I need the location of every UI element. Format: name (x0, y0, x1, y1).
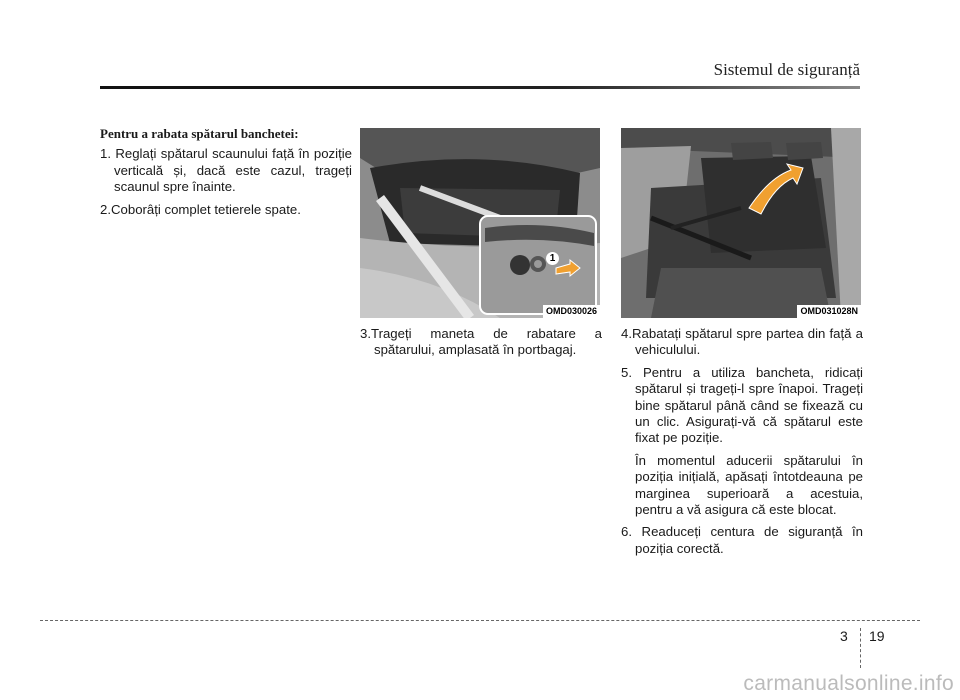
rear-seat-illustration (621, 128, 861, 318)
header-title: Sistemul de siguranță (713, 60, 860, 79)
page-chapter: 3 (840, 628, 848, 644)
left-column (100, 126, 352, 224)
middle-column (360, 326, 602, 365)
step-2: 2.Coborâți complet tetierele spate. (100, 201, 301, 217)
trunk-illustration (360, 128, 600, 318)
step-6: 6. Readuceți centura de siguranță în poziția corectă. (621, 524, 863, 556)
step-1: 1. Reglați spătarul scaunului față în poziție verticală și, dacă este cazul, trageți scaunul spre înainte. (100, 146, 352, 195)
step-4: 4.Rabatați spătarul spre partea din față a vehiculului. (621, 326, 863, 358)
figure-seat-fold (621, 128, 861, 318)
page-number: 19 (869, 628, 885, 644)
watermark: carmanualsonline.info (743, 672, 954, 695)
section-heading: Pentru a rabata spătarul banchetei: (100, 126, 299, 141)
header-rule (100, 86, 860, 89)
footer-rule (40, 620, 920, 621)
step-5: 5. Pentru a utiliza bancheta, ridicați spătarul și trageți-l spre înapoi. Trageți bine spătarul până când se fixează cu un clic. Asigurați-vă că spătarul este fixat pe poziție. (621, 364, 863, 446)
step-3: 3.Trageți maneta de rabatare a spătarului, amplasată în portbagaj. (360, 326, 602, 358)
page-separator (860, 628, 861, 668)
step-5-note: În momentul aducerii spătarului în poziția inițială, apăsați întotdeauna pe marginea superioară a acestuia, pentru a vă asigura că este blocat. (635, 452, 863, 518)
figure-code: OMD031028N (797, 305, 861, 318)
callout-number-icon: 1 (546, 252, 559, 265)
right-column (621, 326, 863, 563)
figure-trunk-lever (360, 128, 600, 318)
figure-code: OMD030026 (543, 305, 600, 318)
